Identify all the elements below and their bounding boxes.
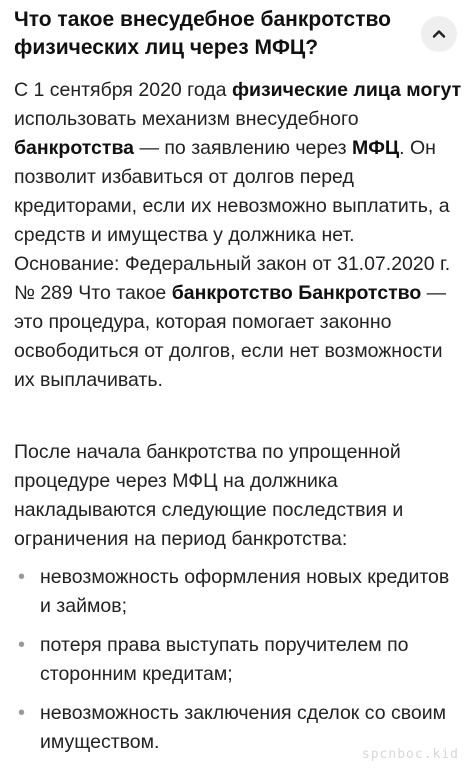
- answer-paragraph: С 1 сентября 2020 года физические лица могут использовать механизм внесудебного банкротства — по заявлению через МФЦ. Он позволит избавиться от долгов перед кредиторами, если их невозможно выплатить, а средств и имущества у должника нет. Основание: Федеральный закон от 31.07.2020 г. № 289 Что такое банкротство Банкротство — это процедура, которая помогает законно освободиться от долгов, если нет возможности их выплачивать.: [14, 79, 462, 391]
- bold-phrase: банкротство Банкротство: [171, 282, 422, 304]
- bullet-icon: •: [18, 702, 26, 724]
- consequences-list: [14, 563, 464, 767]
- question-title: Что такое внесудебное банкротство физических лиц через МФЦ?: [14, 8, 391, 59]
- list-item: • потеря права выступать поручителем по сторонним кредитам;: [14, 631, 464, 689]
- collapse-button[interactable]: [421, 16, 457, 52]
- list-item: • невозможность оформления новых кредитов и займов;: [14, 563, 464, 621]
- bullet-icon: •: [18, 634, 26, 656]
- watermark: spcnboc.kid: [361, 747, 459, 762]
- list-item: • невозможность заключения сделок со своим имуществом.: [14, 699, 464, 757]
- bold-phrase: МФЦ: [352, 137, 400, 159]
- bullet-icon: •: [18, 566, 26, 588]
- bold-phrase: физические лица могут: [231, 79, 462, 101]
- chevron-up-icon: [431, 26, 447, 42]
- consequences-paragraph: После начала банкротства по упрощенной процедуре через МФЦ на должника накладываются следующие последствия и ограничения на период банкротства:: [14, 441, 404, 550]
- bold-phrase: банкротства: [14, 137, 135, 159]
